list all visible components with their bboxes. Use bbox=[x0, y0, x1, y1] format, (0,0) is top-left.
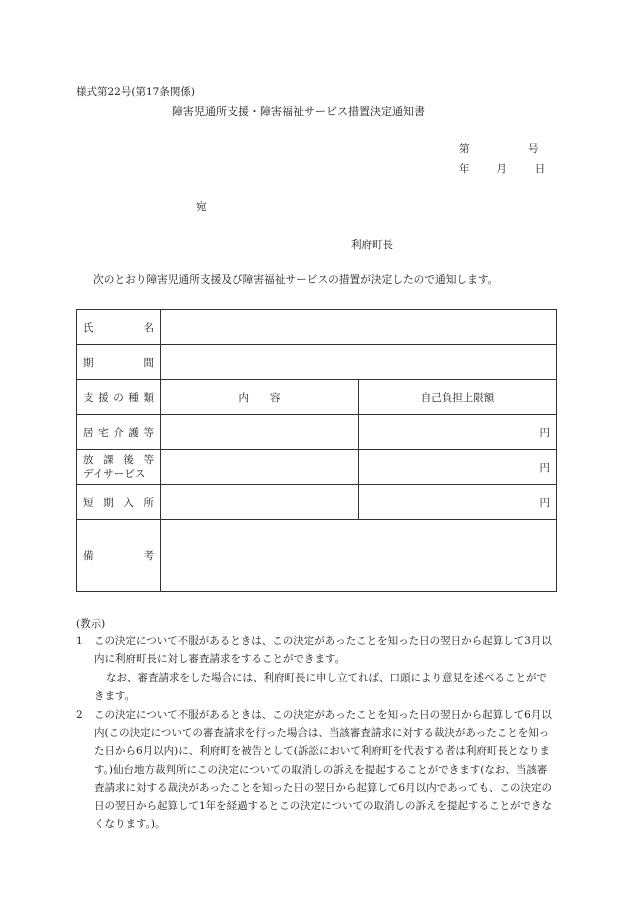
addressee-suffix: 宛 bbox=[196, 201, 207, 213]
support-type-label: 支 援 の 種 類 bbox=[77, 380, 161, 415]
note-text: この決定について不服があるときは、この決定があったことを知った日の翌日から起算して6月以内(この決定についての審査請求を行った場合は、当該審査請求に対する裁決があったことを知った日から6月以内)に、利府町を被告として(訴訟において利府町を代表する者は利府町長となります。)仙台地方裁判所にこの決定についての取消しの訴えを提起することができます(なお、当該審査請求に対する裁決があったことを知った日の翌日から起算して6月以内であっても、この決定の日の翌日から起算して1年を経過するとこの決定についての取消しの訴えを提起することができなくなります。)。 bbox=[94, 709, 552, 831]
issuer-name: 利府町長 bbox=[351, 239, 393, 251]
note-subtext: なお、審査請求をした場合には、利府町長に申し立てれば、口頭により意見を述べることができます。 bbox=[94, 672, 547, 703]
form-number: 様式第22号(第17条関係) bbox=[76, 86, 195, 98]
period-value bbox=[161, 345, 557, 380]
row-unit: 円 bbox=[359, 450, 557, 485]
date-month-label: 月 bbox=[496, 163, 507, 175]
table-row-period bbox=[77, 345, 557, 380]
content-header: 内 容 bbox=[161, 380, 359, 415]
copay-header: 自己負担上限額 bbox=[359, 380, 557, 415]
note-text: この決定について不服があるときは、この決定があったことを知った日の翌日から起算して3月以内に利府町長に対し審査請求をすることができます。 bbox=[94, 635, 552, 666]
intro-text: 次のとおり障害児通所支援及び障害福祉サービスの措置が決定したので通知します。 bbox=[93, 273, 499, 286]
row-content bbox=[161, 450, 359, 485]
note-number: 1 bbox=[76, 635, 83, 647]
note-number: 2 bbox=[76, 709, 83, 721]
date-line bbox=[459, 161, 545, 176]
table-row bbox=[77, 415, 557, 450]
name-label: 氏 名 bbox=[77, 310, 161, 345]
note-2 bbox=[76, 706, 552, 833]
table-row-remarks bbox=[77, 520, 557, 592]
document-number-suffix: 号 bbox=[528, 143, 539, 155]
row-label-short-stay: 短 期 入 所 bbox=[77, 485, 161, 520]
row-content bbox=[161, 415, 359, 450]
remarks-label: 備 考 bbox=[77, 520, 161, 592]
table-row bbox=[77, 450, 557, 485]
period-label: 期 間 bbox=[77, 345, 161, 380]
notes-heading: (教示) bbox=[76, 618, 106, 630]
note-1-sub bbox=[76, 669, 552, 705]
name-value bbox=[161, 310, 557, 345]
row-label-after-school: 放 課 後 等 デイサービス bbox=[77, 450, 161, 485]
document-title: 障害児通所支援・障害福祉サービス措置決定通知書 bbox=[172, 105, 425, 118]
row-unit: 円 bbox=[359, 485, 557, 520]
note-1 bbox=[76, 632, 552, 668]
decision-table bbox=[76, 309, 557, 592]
row-content bbox=[161, 485, 359, 520]
date-day-label: 日 bbox=[534, 163, 546, 175]
document-number-prefix: 第 bbox=[459, 143, 470, 155]
table-row-name bbox=[77, 310, 557, 345]
table-row-header bbox=[77, 380, 557, 415]
remarks-value bbox=[161, 520, 557, 592]
row-label-line2: デイサービス bbox=[83, 468, 146, 480]
row-unit: 円 bbox=[359, 415, 557, 450]
date-year-label: 年 bbox=[459, 163, 470, 175]
row-label-home-care: 居 宅 介 護 等 bbox=[77, 415, 161, 450]
table-row bbox=[77, 485, 557, 520]
